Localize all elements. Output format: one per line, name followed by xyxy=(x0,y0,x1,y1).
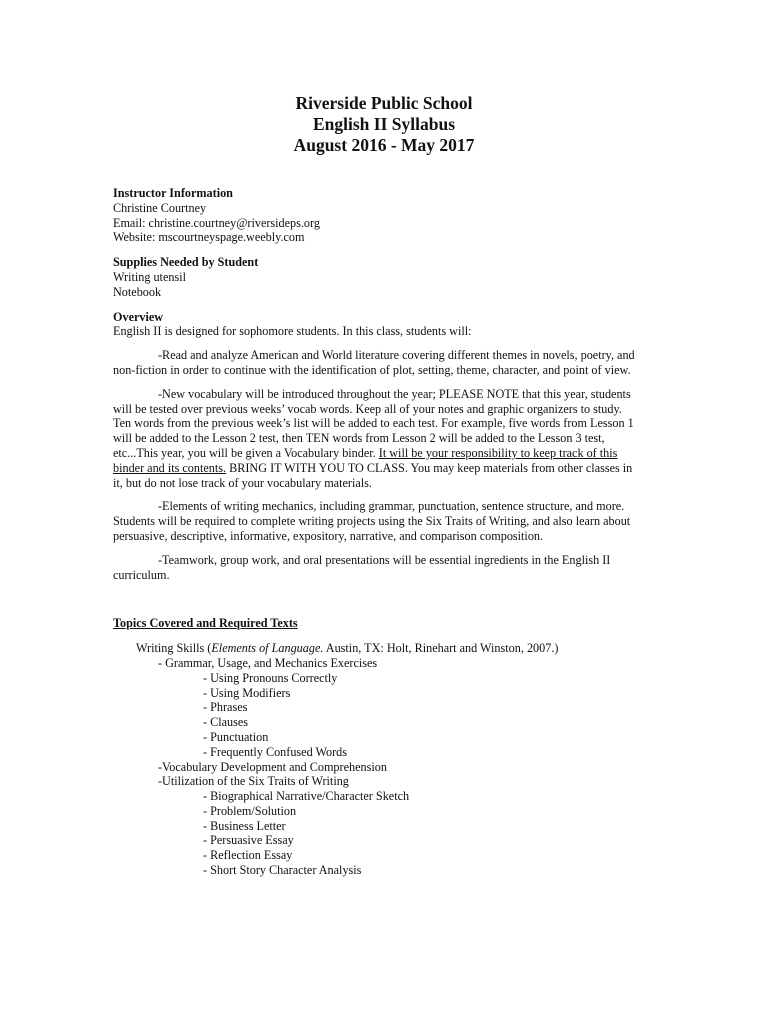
syllabus-body xyxy=(113,186,658,878)
paragraph-line: will be added to the Lesson 2 test, then TEN words from Lesson 2 will be added to the Lesson 3 test, xyxy=(113,431,605,446)
overview-intro: English II is designed for sophomore students. In this class, students will: xyxy=(113,324,472,339)
subtopic-item: - Biographical Narrative/Character Sketch xyxy=(203,789,410,804)
instructor-section xyxy=(113,186,658,245)
writing-skills-label: Writing Skills ( xyxy=(136,641,212,656)
paragraph-line: non-fiction in order to continue with the identification of plot, setting, theme, character, and point of view. xyxy=(113,362,631,377)
book-citation: Austin, TX: Holt, Rinehart and Winston, 2007.) xyxy=(323,641,559,656)
paragraph-line: curriculum. xyxy=(113,567,170,582)
topics-section xyxy=(113,616,658,878)
topic-item: -Utilization of the Six Traits of Writing xyxy=(158,774,349,789)
supply-item: Writing utensil xyxy=(113,269,186,284)
paragraph-text: etc...This year, you will be given a Vocabulary binder. xyxy=(113,445,379,460)
supplies-section xyxy=(113,255,658,299)
paragraph-line xyxy=(113,461,658,476)
paragraph-line: -Teamwork, group work, and oral presentations will be essential ingredients in the English II xyxy=(158,552,611,567)
overview-paragraph-vocabulary xyxy=(113,387,658,491)
topic-item: - Grammar, Usage, and Mechanics Exercises xyxy=(158,655,378,670)
subtopic-item: - Punctuation xyxy=(203,729,269,744)
instructor-name: Christine Courtney xyxy=(113,200,207,215)
paragraph-line: Ten words from the previous week’s list will be added to each test. For example, five words from Lesson 1 xyxy=(113,416,634,431)
subtopic-item: - Using Pronouns Correctly xyxy=(203,670,338,685)
underlined-text: binder and its contents. xyxy=(113,460,227,475)
writing-skills-entry xyxy=(113,641,658,656)
subtopic-item: - Reflection Essay xyxy=(203,848,293,863)
overview-paragraph-teamwork xyxy=(113,553,658,583)
book-title: Elements of Language. xyxy=(211,641,324,656)
subtopic-item: - Persuasive Essay xyxy=(203,833,294,848)
overview-paragraph-writing xyxy=(113,499,658,543)
course-name: English II Syllabus xyxy=(312,114,456,134)
overview-section xyxy=(113,310,658,583)
subtopic-item: - Phrases xyxy=(203,700,248,715)
paragraph-line: it, but do not lose track of your vocabulary materials. xyxy=(113,475,372,490)
school-year: August 2016 - May 2017 xyxy=(293,135,475,155)
paragraph-text: BRING IT WITH YOU TO CLASS. You may keep materials from other classes in xyxy=(226,460,633,475)
subtopic-item: - Business Letter xyxy=(203,818,286,833)
topic-item: -Vocabulary Development and Comprehension xyxy=(158,759,387,774)
school-name: Riverside Public School xyxy=(295,93,473,113)
paragraph-line: Students will be required to complete writing projects using the Six Traits of Writing, and also learn about xyxy=(113,514,631,529)
topics-heading: Topics Covered and Required Texts xyxy=(113,616,298,631)
paragraph-line: -Elements of writing mechanics, including grammar, punctuation, sentence structure, and more. xyxy=(158,499,625,514)
paragraph-line: will be tested over previous weeks’ vocab words. Keep all of your notes and graphic organizers to study. xyxy=(113,401,622,416)
supplies-heading: Supplies Needed by Student xyxy=(113,255,259,270)
instructor-email: Email: christine.courtney@riversideps.org xyxy=(113,215,320,230)
document-title xyxy=(0,93,768,156)
subtopic-item: - Clauses xyxy=(203,715,249,730)
paragraph-line: persuasive, descriptive, informative, expository, narrative, and comparison composition. xyxy=(113,528,544,543)
overview-paragraph-literature xyxy=(113,348,658,378)
subtopic-item: - Using Modifiers xyxy=(203,685,291,700)
underlined-text: It will be your responsibility to keep track of this xyxy=(378,445,618,460)
subtopic-item: - Frequently Confused Words xyxy=(203,744,348,759)
overview-heading: Overview xyxy=(113,309,164,324)
paragraph-line xyxy=(113,446,658,461)
paragraph-line: -Read and analyze American and World literature covering different themes in novels, poetry, and xyxy=(158,348,635,363)
subtopic-item: - Short Story Character Analysis xyxy=(203,863,362,878)
supply-item: Notebook xyxy=(113,284,162,299)
subtopic-item: - Problem/Solution xyxy=(203,803,297,818)
instructor-website: Website: mscourtneyspage.weebly.com xyxy=(113,230,305,245)
instructor-heading: Instructor Information xyxy=(113,186,233,200)
paragraph-line: -New vocabulary will be introduced throughout the year; PLEASE NOTE that this year, students xyxy=(158,386,631,401)
